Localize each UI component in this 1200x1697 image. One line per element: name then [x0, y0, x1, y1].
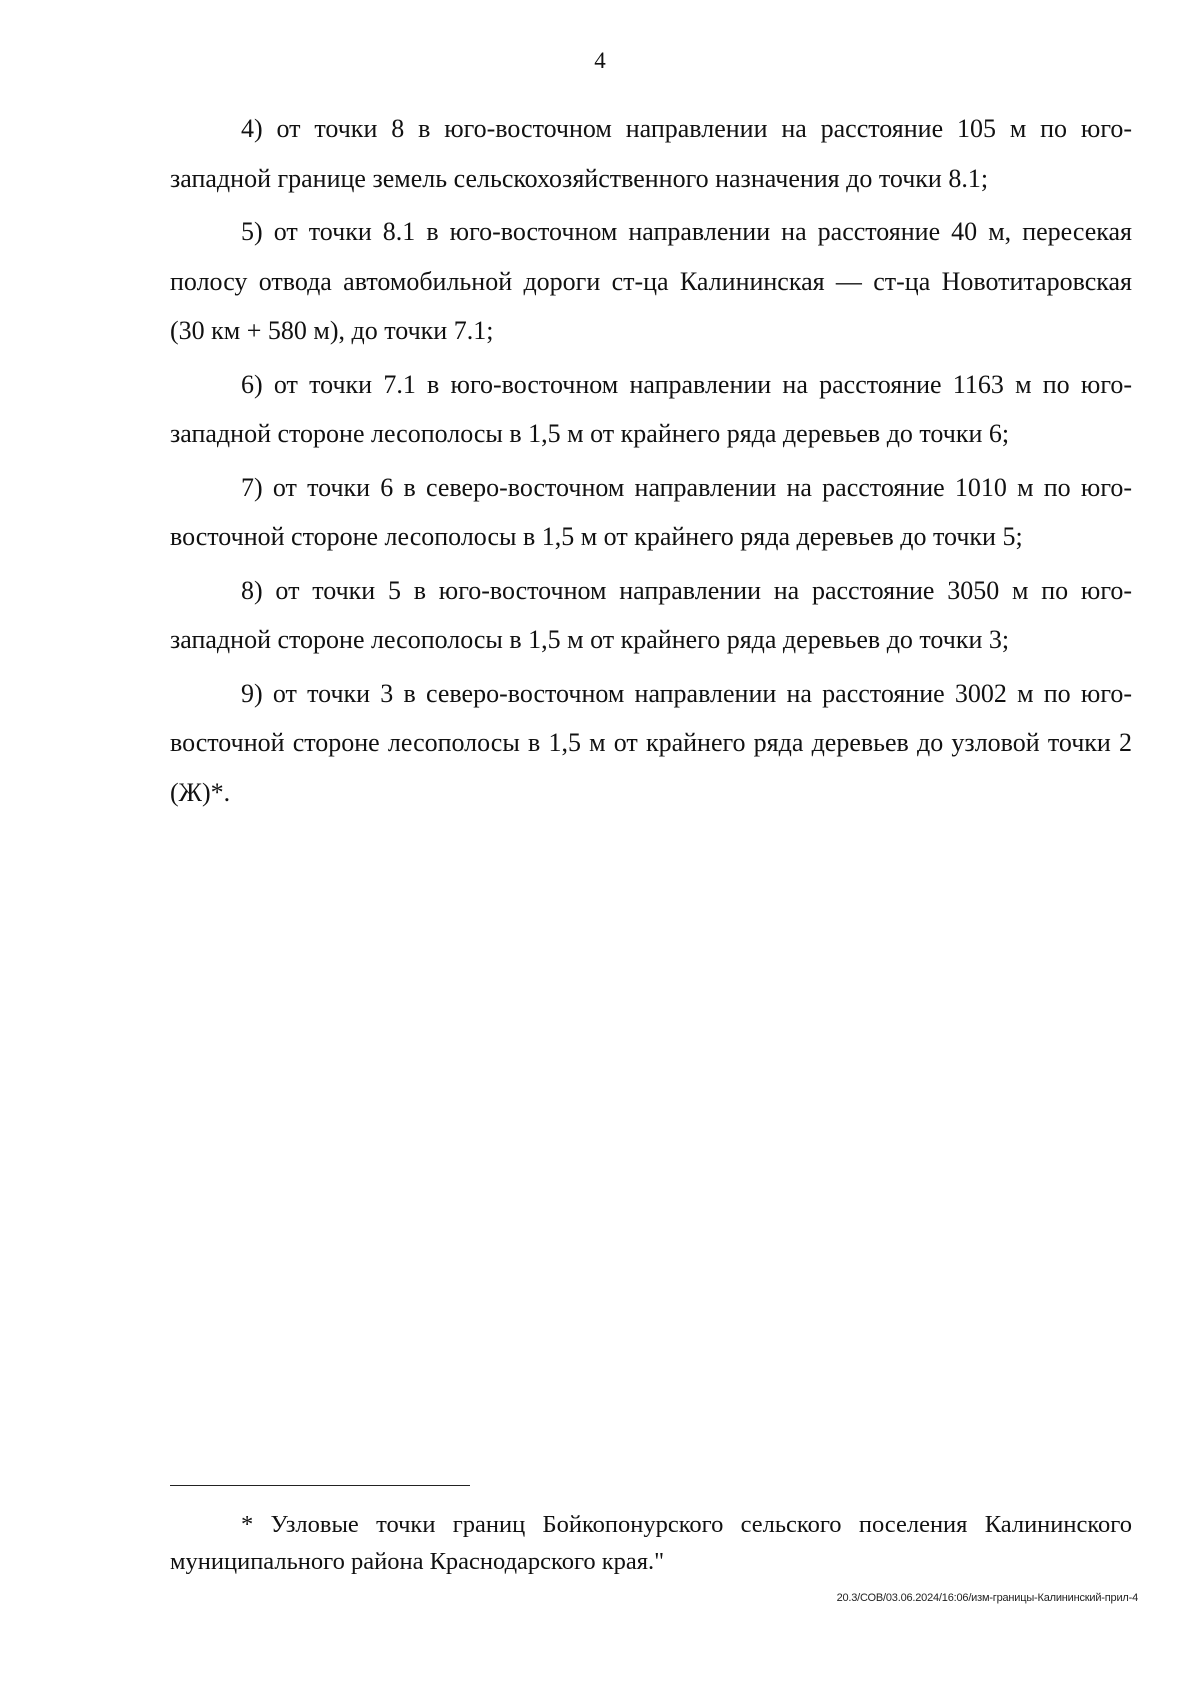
list-item-6: 6) от точки 7.1 в юго-восточном направлении на расстояние 1163 м по юго-западной стороне лесополосы в 1,5 м от крайнего ряда деревьев до точки 6;	[170, 369, 1132, 448]
page-number: 4	[594, 48, 606, 73]
document-body	[170, 104, 1132, 817]
list-item-9: 9) от точки 3 в северо-восточном направлении на расстояние 3002 м по юго-восточной стороне лесополосы в 1,5 м от крайнего ряда деревьев до узловой точки 2 (Ж)*.	[170, 678, 1132, 807]
list-item-8: 8) от точки 5 в юго-восточном направлении на расстояние 3050 м по юго-западной стороне лесополосы в 1,5 м от крайнего ряда деревьев до точки 3;	[170, 575, 1132, 654]
footnote: * Узловые точки границ Бойкопонурского сельского поселения Калининского муниципального района Краснодарского края."	[170, 1511, 1132, 1575]
list-item-5: 5) от точки 8.1 в юго-восточном направлении на расстояние 40 м, пересекая полосу отвода автомобильной дороги ст-ца Калининская — ст-ца Новотитаровская (30 км + 580 м), до точки 7.1;	[170, 217, 1132, 345]
footnote-divider	[170, 1485, 470, 1486]
document-code: 20.3/СОВ/03.06.2024/16:06/изм-границы-Калининский-прил-4	[836, 1592, 1138, 1604]
list-item-7: 7) от точки 6 в северо-восточном направлении на расстояние 1010 м по юго-восточной стороне лесополосы в 1,5 м от крайнего ряда деревьев до точки 5;	[170, 472, 1132, 551]
list-item-4: 4) от точки 8 в юго-восточном направлении на расстояние 105 м по юго-западной границе земель сельскохозяйственного назначения до точки 8.1;	[170, 114, 1132, 193]
